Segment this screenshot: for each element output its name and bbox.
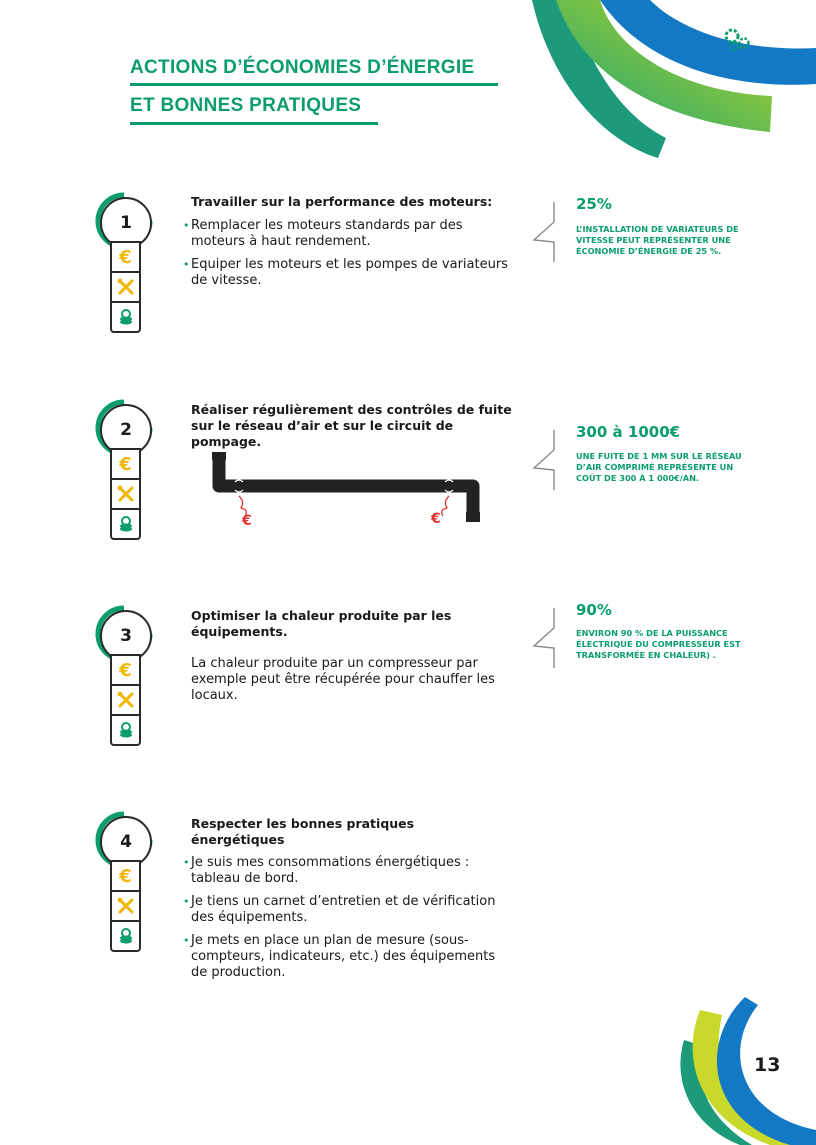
page-number: 13 xyxy=(754,1054,781,1076)
action-4-bullets xyxy=(183,855,513,988)
leak-euro-right: € xyxy=(431,511,441,527)
euro-icon: € xyxy=(119,453,132,475)
euro-icon: € xyxy=(119,246,132,268)
list-item: • Equiper les moteurs et les pompes de variateurs de vitesse. xyxy=(183,257,513,289)
list-item: • Je suis mes consommations énergétiques : tableau de bord. xyxy=(183,855,513,887)
stat-value-2: 300 à 1000€ xyxy=(576,423,681,441)
zigzag-divider xyxy=(528,606,558,670)
tools-icon xyxy=(117,485,135,503)
coins-icon xyxy=(117,515,135,533)
badge-icon-stack xyxy=(110,654,141,746)
zigzag-divider xyxy=(528,200,558,264)
coins-icon xyxy=(117,927,135,945)
action-number: 3 xyxy=(100,610,152,662)
action-title-2: Réaliser régulièrement des contrôles de fuite sur le réseau d’air et sur le circuit de pompage. xyxy=(191,402,512,449)
action-number: 4 xyxy=(100,816,152,868)
stat-value-1: 25% xyxy=(576,195,612,213)
action-title-3: Optimiser la chaleur produite par les équipements. xyxy=(191,608,452,639)
list-item: • Je tiens un carnet d’entretien et de vérification des équipements. xyxy=(183,894,513,926)
list-item: • Remplacer les moteurs standards par des moteurs à haut rendement. xyxy=(183,218,513,250)
action-title-1: Travailler sur la performance des moteurs: xyxy=(191,194,493,209)
coins-icon xyxy=(117,721,135,739)
euro-icon: € xyxy=(119,659,132,681)
zigzag-divider xyxy=(528,428,558,492)
tools-icon xyxy=(117,691,135,709)
page-title-line-1: ACTIONS D’ÉCONOMIES D’ÉNERGIE xyxy=(130,57,475,78)
title-underline-1 xyxy=(130,83,498,86)
badge-icon-stack xyxy=(110,860,141,952)
stat-description-1: L’INSTALLATION DE VARIATEURS DE VITESSE PEUT REPRÉSENTER UNE ÉCONOMIE D’ÉNERGIE DE 25 %. xyxy=(576,224,739,256)
action-1-bullets xyxy=(183,218,513,296)
action-3-paragraph: La chaleur produite par un compresseur par exemple peut être récupérée pour chauffer les locaux. xyxy=(191,656,495,703)
tools-icon xyxy=(117,278,135,296)
title-underline-2 xyxy=(130,122,378,125)
bottom-arc-decoration xyxy=(670,995,816,1145)
badge-icon-stack xyxy=(110,448,141,540)
action-number: 1 xyxy=(100,197,152,249)
action-title-4: Respecter les bonnes pratiques énergétiques xyxy=(191,816,415,847)
page-title-line-2: ET BONNES PRATIQUES xyxy=(130,95,362,116)
stat-description-2: UNE FUITE DE 1 MM SUR LE RÉSEAU D’AIR COMPRIMÉ REPRÉSENTE UN COÛT DE 300 À 1 000€/AN. xyxy=(576,451,742,483)
stat-description-3: ENVIRON 90 % DE LA PUISSANCE ÉLECTRIQUE DU COMPRESSEUR EST TRANSFORMÉE EN CHALEUR) . xyxy=(576,628,741,660)
badge-icon-stack xyxy=(110,241,141,333)
list-item: • Je mets en place un plan de mesure (sous-compteurs, indicateurs, etc.) des équipements de production. xyxy=(183,933,513,981)
leak-euro-left: € xyxy=(242,513,252,529)
euro-icon: € xyxy=(119,865,132,887)
coins-icon xyxy=(117,308,135,326)
stat-value-3: 90% xyxy=(576,601,612,619)
tools-icon xyxy=(117,897,135,915)
top-arc-decoration xyxy=(520,0,816,170)
action-number: 2 xyxy=(100,404,152,456)
